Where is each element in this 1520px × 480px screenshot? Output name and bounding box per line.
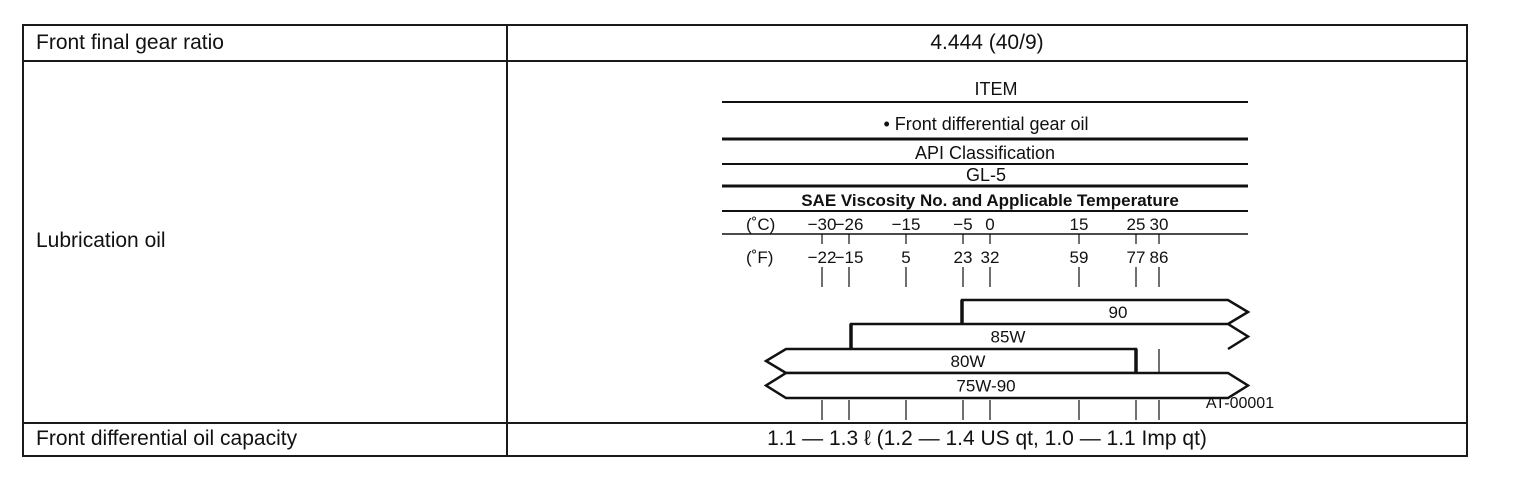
row-label-oil-capacity: Front differential oil capacity [36, 427, 298, 450]
chart-api-header: API Classification [914, 143, 1056, 163]
chart-item-header: ITEM [974, 79, 1018, 99]
row-divider [24, 422, 1466, 424]
grade-bar-85w [851, 324, 1248, 349]
tick-label-f: 86 [1149, 248, 1169, 267]
tick-label-c: −30 [807, 215, 837, 234]
figure-code: AT-00001 [1205, 395, 1275, 412]
tick-label-f: 59 [1069, 248, 1089, 267]
tick-label-c: −15 [891, 215, 921, 234]
unit-celsius: (˚C) [746, 215, 776, 234]
tick-label-c: −5 [953, 215, 973, 234]
value-final-gear-ratio: 4.444 (40/9) [930, 31, 1044, 54]
row-label-final-gear-ratio: Front final gear ratio [36, 31, 224, 54]
tick-label-c: 30 [1149, 215, 1169, 234]
tick-label-f: 23 [953, 248, 973, 267]
grade-label: 85W [990, 327, 1026, 347]
value-oil-capacity: 1.1 — 1.3 ℓ (1.2 — 1.4 US qt, 1.0 — 1.1 Imp qt) [767, 427, 1207, 450]
grade-label: 75W-90 [956, 376, 1016, 396]
tick-label-c: 25 [1126, 215, 1146, 234]
tick-label-f: −15 [834, 248, 864, 267]
spec-table [22, 24, 1468, 457]
grade-label: 80W [950, 352, 986, 371]
grade-bar-90 [962, 300, 1248, 324]
row-label-lubrication-oil: Lubrication oil [36, 229, 166, 252]
chart-api-value: GL-5 [965, 165, 1007, 185]
chart-sae-header: SAE Viscosity No. and Applicable Temperature [801, 191, 1179, 210]
tick-label-c: 15 [1069, 215, 1089, 234]
oil-viscosity-chart [508, 62, 1468, 422]
tick-label-f: 77 [1126, 248, 1146, 267]
tick-label-c: 0 [985, 215, 995, 234]
chart-item-name: • Front differential gear oil [883, 114, 1089, 134]
grade-label: 90 [1108, 303, 1128, 322]
unit-fahrenheit: (˚F) [746, 248, 774, 267]
tick-label-f: −22 [807, 248, 837, 267]
tick-label-f: 5 [901, 248, 911, 267]
tick-label-f: 32 [980, 248, 1000, 267]
viscosity-grade-bars [766, 300, 1248, 398]
tick-label-c: −26 [834, 215, 864, 234]
